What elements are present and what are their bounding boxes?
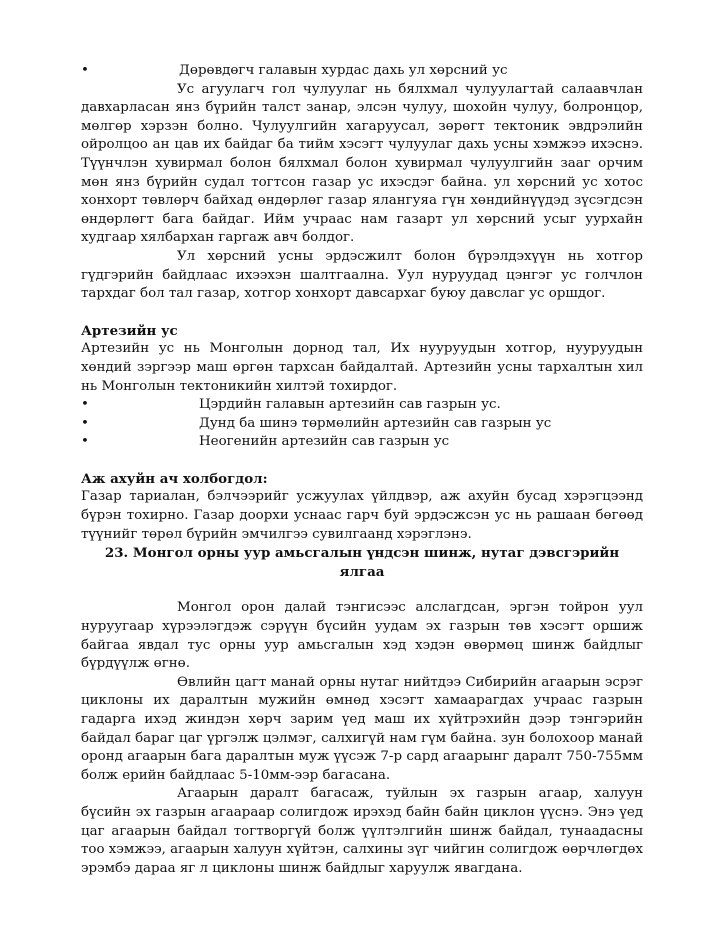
artesian-list-item <box>81 396 643 415</box>
artesian-list-item <box>81 415 643 434</box>
economic-heading: Аж ахуйн ач холбогдол: <box>81 470 268 487</box>
bullet-marker: • <box>81 434 89 450</box>
climate-paragraph-1: Монгол орон далай тэнгисээс алслагдсан, эргэн тойрон уул нуруугаар хүрээлэгдэж сэрүүн бүсийн уудам эх газрын төв хэсэгт оршиж байгаа явдал тус орны уур амьсгалын хэд хэдэн өвөрмөц шинж байдлыг бүрдүүлж өгнө. <box>81 600 643 672</box>
artesian-list-item-text: Неогенийн артезийн сав газрын ус <box>199 434 450 450</box>
economic-paragraph: Газар тариалан, бэлчээрийг усжуулах үйлдвэр, аж ахуйн бусад хэрэгцээнд бүрэн тохирно. Газар доорхи уснаас гарч буй эрдэсжсэн ус нь рашаан бөгөөд түүнийг төрөл бүрийн эмчилгээ сувилгаанд хэрэглэнэ. <box>81 489 643 542</box>
artesian-list-item-text: Цэрдийн галавын артезийн сав газрын ус. <box>199 397 501 413</box>
climate-paragraph-2: Өвлийн цагт манай орны нутаг нийтдээ Сибирийн агаарын эсрэг циклоны их даралтын мужийн өмнөд хэсэгт хамаарагдах учраас газрын гадарга ихэд жиндэн хөрч зарим үед маш их хүйтрэхийн дээр тэнгэрийн байдал бараг цаг үргэлж цэлмэг, салхигүй нам гүм байна. зун болохоор манай оронд агаарын бага даралтын муж үүсэж 7-р сард агаарынг даралт 750-755мм болж ерийн байдлаас 5-10мм-ээр багасана. <box>81 674 643 783</box>
artesian-heading: Артезийн ус <box>81 322 178 339</box>
groundwater-paragraph-2: Ул хөрсний усны эрдэсжилт болон бүрэлдэхүүн нь хотгор гүдгэрийн байдлаас ихээхэн шалтгаална. Уул нуруудад цэнгэг ус голчлон тархдаг бол тал газар, хотгор хонхорт давсархаг буюу давслаг ус оршдог. <box>81 248 643 302</box>
spacer <box>81 581 643 599</box>
artesian-list-item <box>81 433 643 452</box>
climate-paragraph-3: Агаарын даралт багасаж, туйлын эх газрын агаар, халуун бүсийн эх газрын агаараар солигдож ирэхэд байн байн циклон үүснэ. Энэ үед цаг агаарын байдал тогтворгүй болж үүлтэлгийн шинж байдал, тунаадасны тоо хэмжээ, агаарын халуун хүйтэн, салхины зүг чийгин солигдож өөрчлөгдөх эрэмбэ дараа яг л циклоны шинж байдлыг харуулж явагдана. <box>81 786 643 876</box>
document-page <box>81 62 643 878</box>
groundwater-bullet-text: Дөрөвдөгч галавын хурдас дахь ул хөрсний ус <box>179 63 508 78</box>
groundwater-paragraph-1: Ус агуулагч гол чулуулаг нь бялхмал чулуулагтай салаавчлан давхарласан янз бүрийн талст занар, элсэн чулуу, шохойн чулуу, болронцор, мөлгөр хэрзэн болно. Чулуулгийн хагарууcал, зөрөгт тектоник эвдрэлийн ойролцоо ан цав их байдаг ба тийм хэсэгт чулуулаг дахь усны хэмжээ ихэснэ. Түүнчлэн хувирмал болон бялхмал болон хувирмал чулуулгийн зааг орчим мөн янз бүрийн судал тогтсон газар ус ихэсдэг байна. ул хөрсний ус хотос хонхорт төвлөрч байхад өндөрлөг газар ялангуяа гүн хөндийнүүдэд зүсэгдсэн өндөрлөгт бага байдаг. Ийм учраас нам газарт ул хөрсний усыг уурхайн худгаар хялбархан гаргаж авч болдог. <box>81 81 643 246</box>
bullet-marker: • <box>81 397 89 413</box>
artesian-list-item-text: Дунд ба шинэ төрмөлийн артезийн сав газрын ус <box>199 415 552 431</box>
groundwater-bullet <box>81 62 643 81</box>
bullet-marker: • <box>81 63 89 78</box>
climate-section-title: 23. Монгол орны уур амьсгалын үндсэн шинж, нутаг дэвсгэрийн ялгаа <box>104 545 620 580</box>
artesian-paragraph: Артезийн ус нь Монголын дорнод тал, Их нууруудын хотгор, нууруудын хөндий зэргээр маш өргөн тархсан байдалтай. Артезийн усны тархалтын хил нь Монголын тектоникийн хилтэй тохирдог. <box>81 341 643 394</box>
bullet-marker: • <box>81 415 89 431</box>
